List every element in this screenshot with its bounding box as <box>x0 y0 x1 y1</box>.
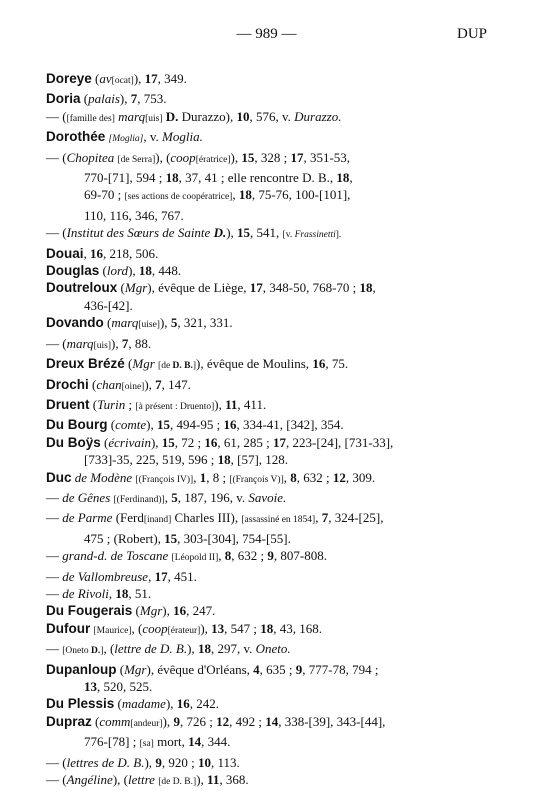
entry-text: 18 <box>197 641 211 657</box>
entry-text: , 321, 331. <box>177 315 233 331</box>
entry-text: , 72 ; <box>174 434 205 450</box>
index-entry-line <box>46 695 494 712</box>
entry-text: [uis] <box>93 340 111 351</box>
entry-text: 14 <box>188 734 202 750</box>
entry-text: 17 <box>154 568 168 584</box>
entry-text: Turin <box>97 396 126 412</box>
entry-text: [Moglia] <box>108 134 144 145</box>
index-entries <box>46 70 494 791</box>
entry-text: lettre <box>127 772 155 788</box>
entry-text: chan <box>96 376 122 392</box>
index-entry-line <box>46 602 494 619</box>
entry-text: , 368. <box>219 772 249 788</box>
entry-text: , 297, v. <box>210 641 256 657</box>
entry-text: ( <box>100 434 109 450</box>
entry-text: , 75-76, 100-[101], <box>251 187 351 203</box>
entry-text: [Oneto <box>62 646 92 657</box>
entry-text: Durazzo. <box>294 108 342 124</box>
entry-text: Charles III), <box>171 510 242 526</box>
entry-text: ), <box>133 71 145 86</box>
entry-text: , <box>108 585 116 601</box>
entry-text: — ( <box>46 149 67 165</box>
entry-headword: Dovando <box>46 315 104 331</box>
entry-text: 14 <box>265 713 279 729</box>
entry-text: ), évêque de Moulins, <box>196 356 313 372</box>
entry-text: 110, 116, 346, 767. <box>84 207 184 223</box>
index-continuation-line <box>46 451 494 468</box>
entry-text: , 344. <box>201 734 231 750</box>
entry-text: Mgr <box>124 661 147 677</box>
entry-headword: Du Fougerais <box>46 603 133 619</box>
entry-text: de Modène <box>74 469 133 485</box>
entry-text: 776-[78] ; <box>84 734 140 750</box>
entry-text: 15 <box>241 149 255 165</box>
entry-text: , 8 ; <box>206 469 230 485</box>
entry-text: ]. <box>335 230 342 241</box>
entry-text: [(Ferdinand)] <box>113 494 165 505</box>
entry-headword: Dorothée <box>46 129 106 145</box>
entry-text: , 807-808. <box>273 548 327 564</box>
index-entry-line <box>46 149 494 169</box>
index-entry-line <box>46 713 494 733</box>
entry-text: , 88. <box>128 335 152 351</box>
entry-text: ( <box>103 315 112 331</box>
entry-headword: Duc <box>46 469 72 485</box>
index-entry-line <box>46 224 494 244</box>
entry-text: av <box>99 71 112 86</box>
entry-text: [de D. B.] <box>158 777 197 788</box>
entry-text: , 223-[24], [731-33], <box>286 434 394 450</box>
entry-text: , <box>164 489 172 505</box>
entry-text: écrivain <box>108 434 151 450</box>
entry-headword: Douai <box>46 245 84 261</box>
entry-text: ), <box>146 417 157 433</box>
entry-text: , ( <box>131 620 143 636</box>
entry-text: , 632 ; <box>231 548 268 564</box>
entry-text: , 726 ; <box>179 713 217 729</box>
entry-text: Durazzo), <box>178 108 237 124</box>
index-entry-line <box>46 771 494 791</box>
entry-text: [ses actions de coopératrice] <box>124 192 233 203</box>
entry-text: 7 <box>321 510 329 526</box>
entry-text: 5 <box>170 315 178 331</box>
entry-text: , 43, 168. <box>273 620 323 636</box>
entry-text: 18 <box>165 170 179 186</box>
entry-text: 16 <box>223 417 237 433</box>
entry-text: — <box>46 548 63 564</box>
entry-text: , 920 ; <box>161 754 198 770</box>
entry-text: , 451. <box>167 568 197 584</box>
entry-text: 15 <box>237 225 251 241</box>
index-continuation-line <box>46 297 494 314</box>
entry-text: 17 <box>144 71 158 86</box>
entry-text: , 37, 41 ; elle rencontre D. B., <box>178 170 337 186</box>
entry-text: ( <box>117 280 125 296</box>
entry-text: , <box>349 170 353 186</box>
entry-text: 17 <box>290 149 304 165</box>
entry-text: 475 ; (Robert), <box>84 530 165 546</box>
entry-text: , 492 ; <box>229 713 266 729</box>
entry-text: ( <box>80 91 89 107</box>
index-continuation-line <box>46 678 494 695</box>
entry-text: D. <box>165 108 179 124</box>
entry-text: [Léopold II] <box>171 553 219 564</box>
entry-text: 436-[42]. <box>84 297 133 313</box>
entry-text: , <box>315 510 322 526</box>
entry-headword: Doria <box>46 91 81 107</box>
index-continuation-line <box>46 186 494 206</box>
index-entry-line <box>46 568 494 585</box>
entry-text: — <box>46 568 63 584</box>
entry-text: ( <box>91 713 100 729</box>
entry-text: Chopitea <box>66 149 115 165</box>
entry-text: 1 <box>199 469 207 485</box>
entry-text: 69-70 ; <box>84 187 125 203</box>
entry-text: 8 <box>224 548 232 564</box>
index-entry-line <box>46 754 494 771</box>
entry-text: ( <box>89 396 98 412</box>
entry-text: palais <box>88 91 120 107</box>
entry-text: ( <box>124 356 133 372</box>
entry-text: ), évêque de Liège, <box>147 280 250 296</box>
entry-text: ), <box>150 434 162 450</box>
entry-text: ), <box>144 754 156 770</box>
entry-text: , 113. <box>210 754 240 770</box>
entry-text: 12 <box>332 469 346 485</box>
entry-text: , 309. <box>345 469 376 485</box>
entry-text: 12 <box>216 713 230 729</box>
entry-text: 16 <box>173 603 187 619</box>
entry-text: Angéline <box>66 772 113 788</box>
entry-text: 18 <box>115 585 129 601</box>
entry-text: ), <box>144 376 156 392</box>
entry-text: [(François IV)] <box>135 474 194 485</box>
index-continuation-line <box>46 733 494 753</box>
entry-text: Oneto. <box>255 641 291 657</box>
index-entry-line <box>46 108 494 128</box>
index-entry-line <box>46 396 494 416</box>
entry-text: ), <box>162 713 174 729</box>
entry-text: 16 <box>90 245 104 261</box>
entry-text: marq <box>118 108 146 124</box>
entry-text: coop <box>142 620 168 636</box>
entry-text: lord <box>106 263 129 279</box>
entry-text: 8 <box>290 469 297 485</box>
entry-text: [sa] <box>139 739 154 750</box>
entry-text: , 324-[25], <box>328 510 384 526</box>
entry-text: Mgr <box>139 603 163 619</box>
entry-text: ), ( <box>155 149 171 165</box>
entry-text: , 576, v. <box>249 108 295 124</box>
entry-text: de Parme <box>62 510 113 526</box>
entry-headword: Du Boÿs <box>46 434 101 450</box>
entry-text: ), <box>214 396 226 412</box>
entry-text: de Rivoli <box>62 585 109 601</box>
entry-text: , <box>218 548 225 564</box>
entry-text: Mgr <box>132 356 155 372</box>
entry-text: , 75. <box>325 356 349 372</box>
entry-text: 10 <box>197 754 211 770</box>
entry-text: [Maurice] <box>93 625 132 636</box>
index-continuation-line <box>46 207 494 224</box>
entry-text: — <box>46 641 63 657</box>
index-entry-line <box>46 90 494 107</box>
entry-text: ), <box>128 263 139 279</box>
entry-text: — <box>46 585 63 601</box>
entry-text: coop <box>170 149 196 165</box>
entry-text: ; <box>125 396 136 412</box>
entry-headword: Du Plessis <box>46 696 115 712</box>
entry-headword: Du Bourg <box>46 417 108 433</box>
entry-text: 770-[71], 594 ; <box>84 170 166 186</box>
entry-text: , 547 ; <box>224 620 261 636</box>
entry-text: Mgr <box>124 280 148 296</box>
entry-text: ( <box>99 263 107 279</box>
entry-text: , <box>372 280 376 296</box>
entry-text: , v. <box>143 129 163 145</box>
entry-headword: Dupanloup <box>46 661 117 677</box>
entry-text: ( <box>132 603 140 619</box>
entry-text: 5 <box>171 489 178 505</box>
running-head-section: DUP <box>456 26 487 42</box>
entry-headword: Dupraz <box>46 713 92 729</box>
entry-text: [v. <box>282 230 295 241</box>
entry-text: , 632 ; <box>296 469 333 485</box>
entry-text: ), ( <box>112 772 128 788</box>
entry-text: , 753. <box>137 91 167 107</box>
entry-text: [oine] <box>121 381 145 392</box>
entry-text: , 411. <box>237 396 267 412</box>
entry-text: [733]-35, 225, 519, 596 ; <box>84 452 218 468</box>
entry-text: 7 <box>121 335 129 351</box>
entry-text: , 334-41, [342], 354. <box>236 417 344 433</box>
entry-text: , <box>148 568 155 584</box>
page-number: — 989 — <box>236 26 297 42</box>
entry-text: — <box>46 510 63 526</box>
index-entry-line <box>46 416 494 433</box>
entry-text: [andeur] <box>130 718 163 729</box>
index-entry-line <box>46 335 494 355</box>
entry-text: , 218, 506. <box>103 245 159 261</box>
entry-text: 9 <box>173 713 180 729</box>
entry-text: 18 <box>336 170 350 186</box>
entry-text: 18 <box>238 187 252 203</box>
index-entry-line <box>46 128 494 148</box>
entry-text: 9 <box>155 754 162 770</box>
index-entry-line <box>46 640 494 660</box>
entry-text: 13 <box>84 679 97 694</box>
entry-text: ( <box>88 376 97 392</box>
index-entry-line <box>46 547 494 567</box>
entry-text: ), <box>200 620 212 636</box>
entry-text: 9 <box>267 548 274 564</box>
entry-text: [de <box>158 361 173 372</box>
index-entry-line <box>46 376 494 396</box>
entry-text: ), évêque d'Orléans, <box>146 661 254 677</box>
entry-text: , 328 ; <box>254 149 291 165</box>
entry-text: Frassinetti <box>294 230 336 241</box>
entry-text: , <box>283 469 291 485</box>
entry-text: [assassiné en 1854] <box>241 515 316 526</box>
entry-text: ), <box>159 315 171 331</box>
entry-text: 16 <box>204 434 218 450</box>
entry-text: (Ferd <box>112 510 144 526</box>
entry-text: , 448. <box>151 263 182 279</box>
entry-text: comm <box>99 713 131 729</box>
index-continuation-line <box>46 169 494 186</box>
entry-text: , 51. <box>128 585 152 601</box>
entry-text: D. B. <box>172 361 193 372</box>
entry-text: [ératrice] <box>195 154 231 165</box>
entry-text: , <box>83 245 91 261</box>
entry-text: mort, <box>153 734 189 750</box>
entry-text: 13 <box>211 620 225 636</box>
entry-text: — <box>46 489 63 505</box>
entry-text: marq <box>66 335 94 351</box>
entry-text: madame <box>121 696 166 712</box>
entry-text: , 777-78, 794 ; <box>302 661 379 677</box>
entry-text: ), <box>187 641 198 657</box>
entry-text: [de Serra] <box>117 154 156 165</box>
entry-text: ( <box>107 417 116 433</box>
entry-text: 7 <box>130 91 138 107</box>
entry-headword: Druent <box>46 396 90 412</box>
entry-text: , 247. <box>186 603 216 619</box>
entry-text: , 351-53, <box>303 149 351 165</box>
entry-headword: Doreye <box>46 71 92 86</box>
entry-text: 15 <box>164 530 178 546</box>
entry-text: 4 <box>253 661 260 677</box>
entry-text: D. <box>91 646 101 657</box>
index-entry-line <box>46 434 494 451</box>
entry-text: — ( <box>46 754 67 770</box>
entry-text: Institut des Sœurs de Sainte <box>66 225 214 241</box>
entry-text: ), <box>226 225 238 241</box>
entry-text: 7 <box>155 376 162 392</box>
entry-text: 16 <box>312 356 326 372</box>
entry-text: 11 <box>207 772 220 788</box>
entry-text: comte <box>115 417 147 433</box>
entry-text: [ocat] <box>111 76 134 86</box>
index-entry-line <box>46 489 494 509</box>
entry-text: , 635 ; <box>259 661 296 677</box>
entry-text: [érateur] <box>167 625 201 636</box>
entry-text: [à présent : Druento] <box>135 401 215 412</box>
entry-text: ), <box>230 149 242 165</box>
entry-text: , 349. <box>157 71 187 86</box>
index-continuation-line <box>46 530 494 547</box>
entry-text: marq <box>111 315 139 331</box>
entry-text: 18 <box>359 280 373 296</box>
entry-text: , [57], 128. <box>230 452 289 468</box>
index-entry-line <box>46 355 494 375</box>
entry-text: 9 <box>295 661 303 677</box>
entry-text: ( <box>91 71 100 86</box>
entry-text: 18 <box>138 263 152 279</box>
index-entry-line <box>46 314 494 334</box>
entry-text: 18 <box>217 452 231 468</box>
index-entry-line <box>46 70 494 90</box>
entry-text: D. <box>213 225 227 241</box>
entry-text: , 147. <box>161 376 191 392</box>
entry-text: 17 <box>273 434 287 450</box>
entry-text: — ( <box>46 335 67 351</box>
index-entry-line <box>46 245 494 262</box>
entry-text: 10 <box>236 108 250 124</box>
entry-text: , 520, 525. <box>97 679 153 694</box>
entry-headword: Doutreloux <box>46 280 118 296</box>
entry-text: , 303-[304], 754-[55]. <box>177 530 291 546</box>
entry-text: de Vallombreuse <box>62 568 149 584</box>
entry-text: Savoie. <box>248 489 287 505</box>
entry-text: — ( <box>46 225 67 241</box>
entry-text: ] <box>192 361 197 372</box>
index-entry-line <box>46 279 494 296</box>
entry-text: 15 <box>156 417 170 433</box>
index-entry-line <box>46 262 494 279</box>
entry-text: ), <box>196 772 208 788</box>
entry-headword: Drochi <box>46 376 89 392</box>
entry-text: 17 <box>249 280 263 296</box>
entry-text: lettre de D. B. <box>114 641 188 657</box>
entry-text: , 242. <box>189 696 220 712</box>
entry-text: 15 <box>161 434 175 450</box>
entry-text: ] <box>100 646 104 657</box>
entry-text: , <box>232 187 239 203</box>
entry-text: , 187, 196, v. <box>177 489 249 505</box>
entry-text: , 348-50, 768-70 ; <box>262 280 360 296</box>
entry-text: ), <box>119 91 131 107</box>
entry-headword: Douglas <box>46 263 100 279</box>
entry-text: [uise] <box>138 320 160 331</box>
entry-headword: Dufour <box>46 620 91 636</box>
entry-text: ), <box>110 335 122 351</box>
entry-text: 18 <box>260 620 274 636</box>
entry-text: 11 <box>225 396 238 412</box>
index-entry-line <box>46 469 494 489</box>
entry-text: , ( <box>103 641 115 657</box>
entry-text: , <box>193 469 200 485</box>
entry-text: 16 <box>176 696 190 712</box>
entry-text: , 338-[39], 343-[44], <box>278 713 386 729</box>
entry-text: , 494-95 ; <box>169 417 224 433</box>
entry-text: ( <box>114 696 122 712</box>
page-header <box>0 26 533 46</box>
entry-text: , 61, 285 ; <box>217 434 274 450</box>
entry-text: — ( <box>46 772 67 788</box>
entry-text: [uis] <box>145 113 163 124</box>
index-entry-line <box>46 509 494 529</box>
index-entry-line <box>46 585 494 602</box>
entry-text: ), <box>165 696 177 712</box>
entry-text: Moglia. <box>162 129 203 145</box>
entry-text: grand-d. de Toscane <box>62 548 169 564</box>
entry-text: — ( <box>46 108 67 124</box>
entry-text: ( <box>116 661 125 677</box>
index-entry-line <box>46 661 494 678</box>
entry-text: lettres de D. B. <box>66 754 145 770</box>
entry-text: [famille des] <box>66 113 115 124</box>
entry-text: [(François V)] <box>229 474 284 485</box>
entry-text: , 541, <box>250 225 283 241</box>
entry-text: [inand] <box>143 515 172 526</box>
entry-text: ), <box>162 603 174 619</box>
index-entry-line <box>46 620 494 640</box>
entry-text: de Gênes <box>62 489 111 505</box>
entry-headword: Dreux Brézé <box>46 356 125 372</box>
